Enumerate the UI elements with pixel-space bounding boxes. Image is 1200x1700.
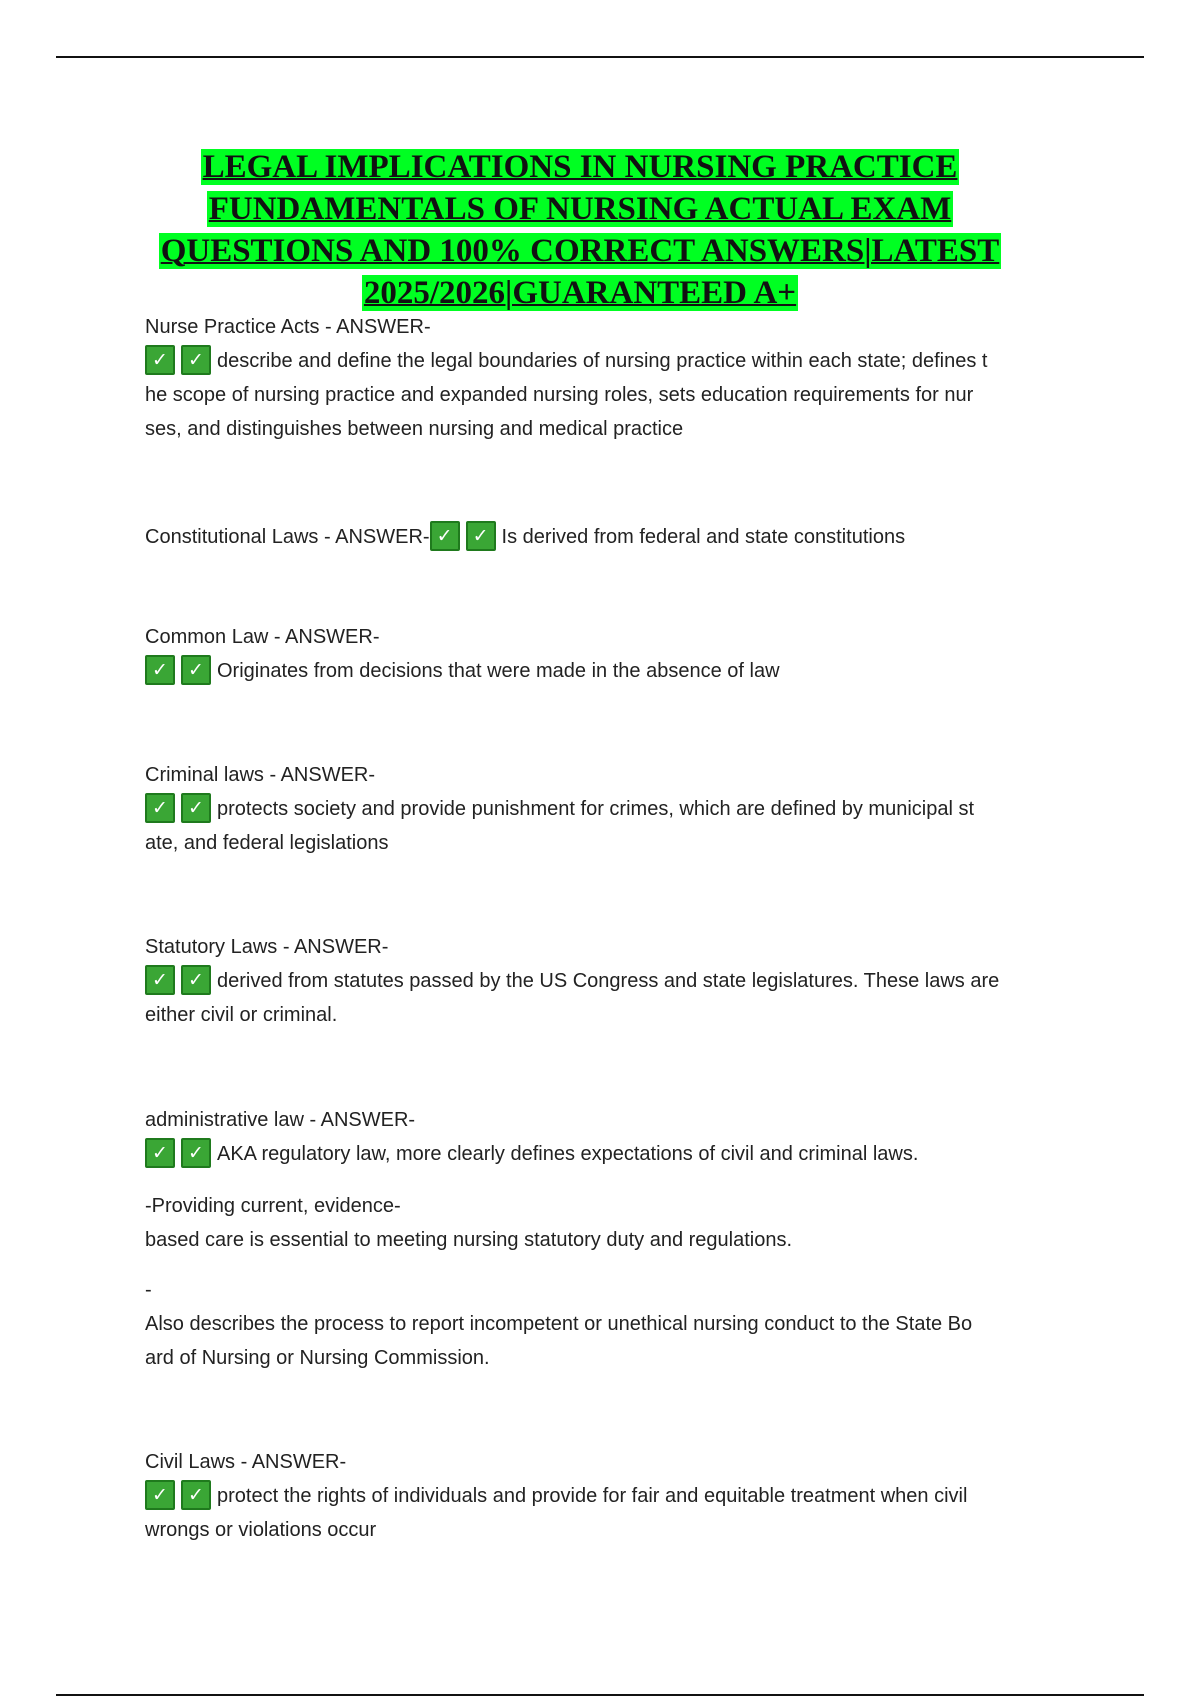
qa-term: Constitutional Laws - ANSWER- <box>145 526 430 548</box>
qa-answer-text: protect the rights of individuals and provide for fair and equitable treatment when civil <box>217 1485 968 1507</box>
qa-answer-line <box>145 520 1065 554</box>
qa-answer-line <box>145 654 1065 688</box>
check-mark-button-icon: ✓ <box>145 655 175 685</box>
qa-answer-text: describe and define the legal boundaries of nursing practice within each state; defines t <box>217 350 988 372</box>
qa-answer-line: either civil or criminal. <box>145 1004 338 1026</box>
qa-term: Nurse Practice Acts - ANSWER- <box>145 316 431 338</box>
qa-term: administrative law - ANSWER- <box>145 1109 416 1131</box>
check-mark-button-icon: ✓ <box>466 521 496 551</box>
qa-extra-line: Also describes the process to report incompetent or unethical nursing conduct to the State Bo <box>145 1313 973 1335</box>
check-mark-button-icon: ✓ <box>181 965 211 995</box>
check-mark-button-icon: ✓ <box>181 655 211 685</box>
qa-extra-line: ard of Nursing or Nursing Commission. <box>145 1347 490 1369</box>
qa-term: Statutory Laws - ANSWER- <box>145 936 389 958</box>
check-mark-button-icon: ✓ <box>430 521 460 551</box>
footer-rule <box>56 1694 1144 1696</box>
check-mark-button-icon: ✓ <box>145 965 175 995</box>
qa-answer-text: Is derived from federal and state constitutions <box>501 526 906 548</box>
qa-item-statutory-laws <box>145 930 1065 1032</box>
qa-answer-line <box>145 792 1065 826</box>
qa-item-criminal-laws <box>145 758 1065 860</box>
qa-term: Criminal laws - ANSWER- <box>145 764 376 786</box>
qa-answer-line <box>145 1137 1065 1171</box>
qa-term: Civil Laws - ANSWER- <box>145 1451 347 1473</box>
qa-answer-line: ses, and distinguishes between nursing and medical practice <box>145 418 684 440</box>
qa-answer-text: AKA regulatory law, more clearly defines expectations of civil and criminal laws. <box>217 1143 919 1165</box>
qa-answer-line: wrongs or violations occur <box>145 1519 377 1541</box>
qa-answer-line: ate, and federal legislations <box>145 832 389 854</box>
qa-extra-line: -Providing current, evidence- <box>145 1195 401 1217</box>
qa-answer-line <box>145 964 1065 998</box>
qa-term: Common Law - ANSWER- <box>145 626 380 648</box>
check-mark-button-icon: ✓ <box>181 1138 211 1168</box>
qa-item-nurse-practice-acts <box>145 310 1065 446</box>
qa-item-civil-laws <box>145 1445 1065 1547</box>
title-highlight: LEGAL IMPLICATIONS IN NURSING PRACTICE FUNDAMENTALS OF NURSING ACTUAL EXAM QUESTIONS AND 100% CORRECT ANSWERS|LATEST 2025/2026|GUARANTEED A+ <box>160 149 1000 311</box>
qa-answer-text: derived from statutes passed by the US Congress and state legislatures. These laws are <box>217 970 1000 992</box>
check-mark-button-icon: ✓ <box>145 345 175 375</box>
check-mark-button-icon: ✓ <box>181 345 211 375</box>
qa-answer-text: protects society and provide punishment for crimes, which are defined by municipal st <box>217 798 975 820</box>
qa-extra-line: based care is essential to meeting nursing statutory duty and regulations. <box>145 1229 793 1251</box>
qa-answer-line <box>145 344 1065 378</box>
check-mark-button-icon: ✓ <box>145 1480 175 1510</box>
qa-item-administrative-law <box>145 1103 1065 1375</box>
document-title <box>130 146 1030 314</box>
qa-answer-text: Originates from decisions that were made in the absence of law <box>217 660 780 682</box>
qa-extra-line: - <box>145 1279 152 1301</box>
qa-item-constitutional-laws <box>145 520 1065 554</box>
check-mark-button-icon: ✓ <box>181 793 211 823</box>
check-mark-button-icon: ✓ <box>181 1480 211 1510</box>
check-mark-button-icon: ✓ <box>145 1138 175 1168</box>
check-mark-button-icon: ✓ <box>145 793 175 823</box>
qa-answer-line: he scope of nursing practice and expanded nursing roles, sets education requirements for nur <box>145 384 974 406</box>
qa-answer-line <box>145 1479 1065 1513</box>
header-rule <box>56 56 1144 58</box>
qa-item-common-law <box>145 620 1065 688</box>
